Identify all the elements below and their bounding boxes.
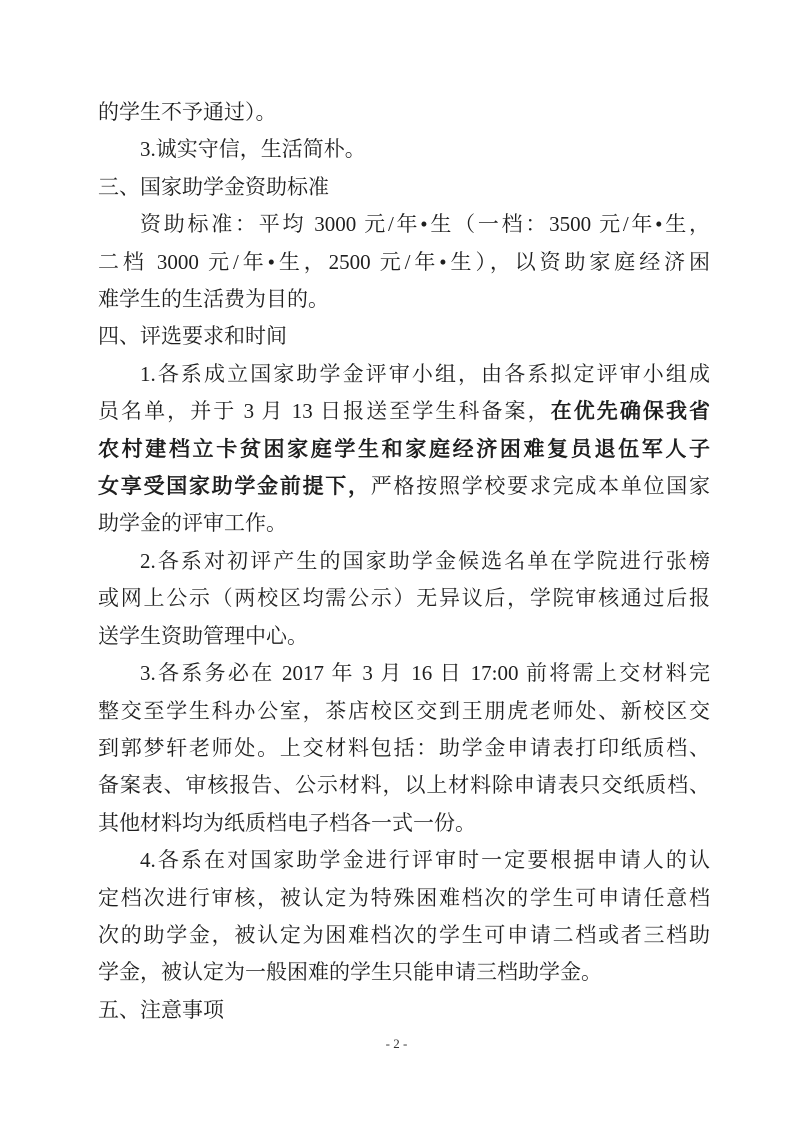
text-run: 助学金的评审工作。 <box>98 511 287 536</box>
text-line <box>98 206 710 243</box>
text-run: 员名单，并于 3 月 13 日报送至学生科备案， <box>98 399 551 424</box>
text-run: 次的助学金，被认定为困难档次的学生可申请二档或者三档助 <box>98 922 710 947</box>
text-line <box>98 618 710 655</box>
section-heading-four <box>98 318 710 355</box>
text-run: 四、评选要求和时间 <box>98 324 287 349</box>
text-run: 三、国家助学金资助标准 <box>98 174 329 199</box>
text-line <box>98 767 710 804</box>
text-line <box>98 468 710 505</box>
text-run: 学金，被认定为一般困难的学生只能申请三档助学金。 <box>98 960 602 985</box>
section-heading-five <box>98 992 710 1029</box>
list-item-3b <box>98 655 710 692</box>
text-run: 1.各系成立国家助学金评审小组，由各系拟定评审小组成 <box>140 361 710 386</box>
emphasis-run: 在优先确保我省 <box>550 400 711 424</box>
text-run: 送学生资助管理中心。 <box>98 623 308 648</box>
text-line <box>98 393 710 430</box>
text-run: 4.各系在对国家助学金进行评审时一定要根据申请人的认 <box>140 848 710 873</box>
text-run: 定档次进行审核，被认定为特殊困难档次的学生可申请任意档 <box>98 885 710 910</box>
list-item-2 <box>98 543 710 580</box>
text-run: 二档 3000 元/年•生，2500 元/年•生），以资助家庭经济困 <box>98 249 710 274</box>
page-number: - 2 - <box>385 1036 408 1051</box>
text-line <box>98 880 710 917</box>
text-run: 的学生不予通过）。 <box>98 100 277 124</box>
text-line <box>98 917 710 954</box>
text-run: 3.诚实守信，生活简朴。 <box>140 137 366 162</box>
text-line <box>98 954 710 991</box>
text-line <box>98 244 710 281</box>
list-item-4 <box>98 842 710 879</box>
text-run: 整交至学生科办公室，茶店校区交到王朋虎老师处、新校区交 <box>98 698 710 723</box>
text-run: 严格按照学校要求完成本单位国家 <box>370 474 711 499</box>
text-run: 或网上公示（两校区均需公示）无异议后，学院审核通过后报 <box>98 586 710 611</box>
list-item-1 <box>98 356 710 393</box>
emphasis-run: 女享受国家助学金前提下， <box>98 475 371 499</box>
text-run: 备案表、审核报告、公示材料，以上材料除申请表只交纸质档、 <box>98 773 710 798</box>
emphasis-run: 农村建档立卡贫困家庭学生和家庭经济困难复员退伍军人子 <box>98 437 710 461</box>
text-run: 其他材料均为纸质档电子档各一式一份。 <box>98 810 476 835</box>
section-heading-three <box>98 169 710 206</box>
text-line <box>98 505 710 542</box>
text-line <box>98 431 710 468</box>
document-body <box>98 94 710 1029</box>
text-line <box>98 94 710 131</box>
text-line <box>98 281 710 318</box>
text-run: 到郭梦轩老师处。上交材料包括：助学金申请表打印纸质档、 <box>98 735 710 760</box>
text-line <box>98 580 710 617</box>
text-run: 2.各系对初评产生的国家助学金候选名单在学院进行张榜 <box>140 548 710 573</box>
text-run: 3.各系务必在 2017 年 3 月 16 日 17:00 前将需上交材料完 <box>140 661 710 686</box>
text-run: 难学生的生活费为目的。 <box>98 287 329 312</box>
text-line <box>98 730 710 767</box>
text-run: 资助标准：平均 3000 元/年•生（一档：3500 元/年•生， <box>140 212 710 237</box>
list-item-3 <box>98 131 710 168</box>
text-line <box>98 805 710 842</box>
text-run: 五、注意事项 <box>98 997 224 1022</box>
text-line <box>98 693 710 730</box>
